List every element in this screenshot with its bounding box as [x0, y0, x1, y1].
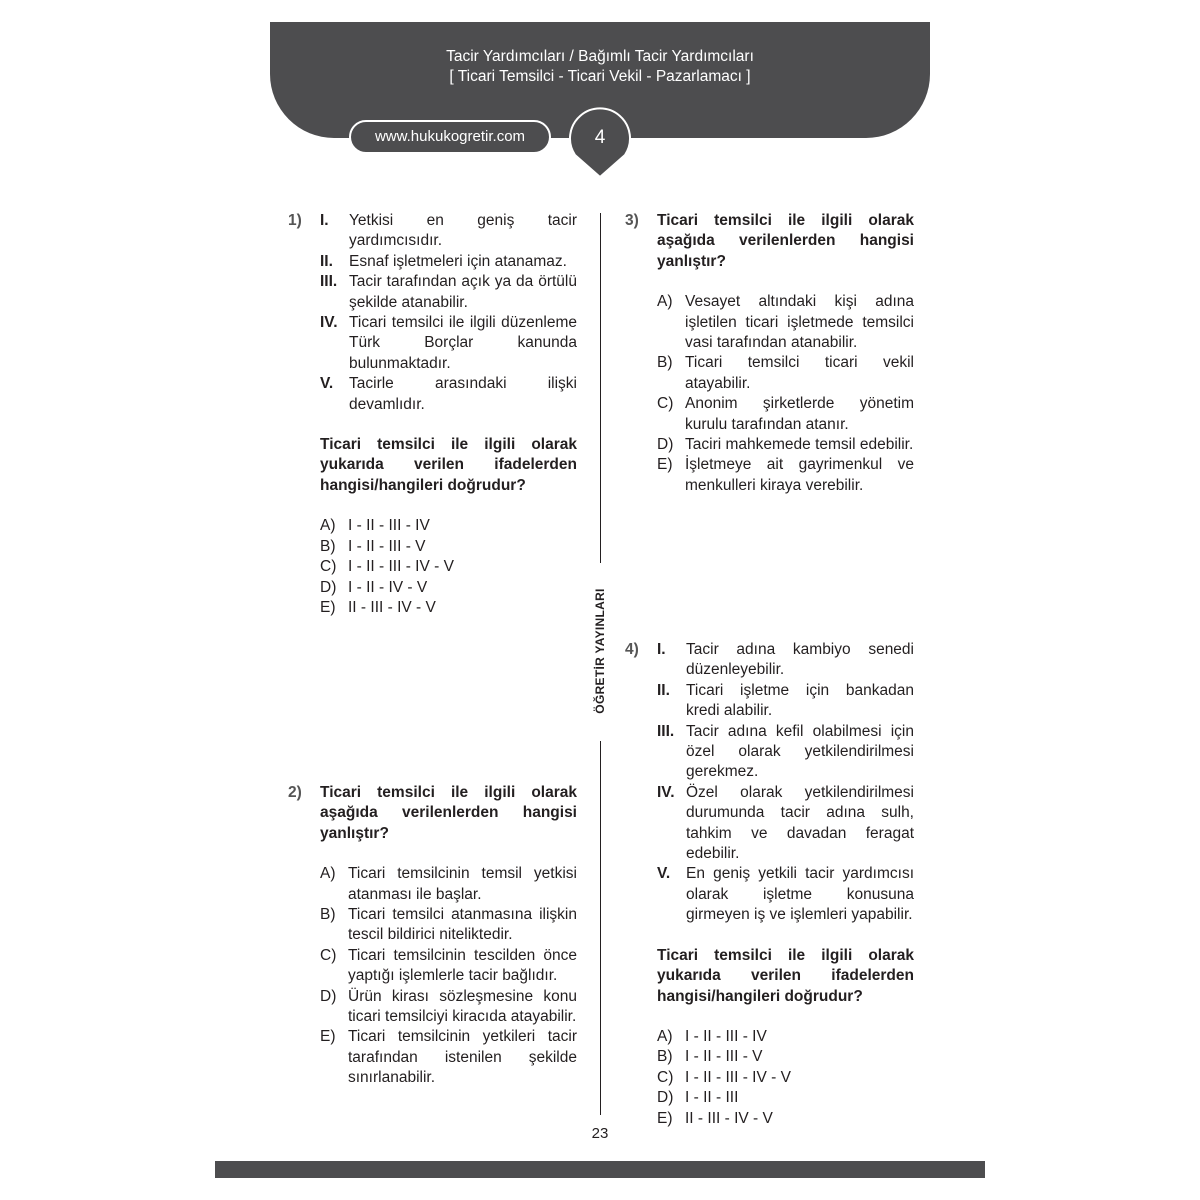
option-letter: E)	[320, 1028, 336, 1046]
website-url[interactable]: www.hukukogretir.com	[349, 120, 551, 154]
option-text: Taciri mahkemede temsil edebilir.	[685, 436, 914, 454]
answer-option[interactable]	[320, 537, 577, 557]
option-letter: E)	[320, 598, 336, 616]
answer-option[interactable]	[657, 1068, 914, 1088]
answer-options	[320, 516, 577, 618]
option-text: I - II - III - V	[685, 1048, 763, 1066]
option-letter: D)	[657, 1089, 674, 1107]
statement-text: Esnaf işletmeleri için atanamaz.	[349, 252, 567, 270]
option-letter: C)	[320, 946, 337, 964]
answer-option[interactable]	[657, 292, 914, 353]
question-stem: Ticari temsilci ile ilgili olarak yukarıda verilen ifadelerden hangisi/hangileri doğrudur?	[657, 946, 914, 1005]
statement	[657, 783, 914, 865]
answer-option[interactable]	[657, 1109, 914, 1129]
publisher-brand: ÖĞRETİR YAYINLARI	[593, 588, 607, 714]
option-text: Vesayet altındaki kişi adına işletilen ticari işletmede temsilci vasi tarafından atanabilir.	[685, 293, 914, 352]
statement-number: V.	[320, 375, 334, 393]
answer-option[interactable]	[657, 353, 914, 394]
answer-option[interactable]	[320, 557, 577, 577]
option-text: İşletmeye ait gayrimenkul ve menkulleri kiraya verebilir.	[685, 456, 914, 494]
option-text: Ticari temsilcinin yetkileri tacir tarafından istenilen şekilde sınırlanabilir.	[348, 1028, 577, 1087]
statement-number: III.	[320, 273, 338, 291]
answer-option[interactable]	[320, 1027, 577, 1088]
footer-band	[215, 1161, 985, 1178]
question-number: 4)	[625, 641, 639, 658]
statement	[320, 252, 577, 272]
option-letter: C)	[657, 395, 674, 413]
statement-number: II.	[320, 252, 333, 270]
statement	[657, 864, 914, 925]
answer-option[interactable]	[320, 598, 577, 618]
option-text: Ticari temsilcinin tescilden önce yaptığı işlemlerle tacir bağlıdır.	[348, 946, 577, 985]
option-text: I - II - III - IV - V	[348, 558, 454, 576]
statement	[657, 640, 914, 681]
statement-number: IV.	[320, 314, 338, 332]
answer-option[interactable]	[320, 578, 577, 598]
statement-number: III.	[657, 722, 675, 740]
answer-option[interactable]	[657, 1088, 914, 1108]
option-letter: D)	[320, 578, 337, 596]
answer-options	[320, 864, 577, 1088]
title-line-2: [ Ticari Temsilci - Ticari Vekil - Pazarlamacı ]	[449, 68, 751, 85]
option-letter: E)	[657, 456, 673, 474]
statement-text: Özel olarak yetkilendirilmesi durumunda tacir adına sulh, tahkim ve davadan feragat edebilir.	[686, 783, 914, 863]
statement-text: Tacir adına kambiyo senedi düzenleyebilir.	[686, 641, 914, 679]
answer-option[interactable]	[320, 946, 577, 987]
option-text: II - III - IV - V	[348, 598, 436, 616]
answer-options	[657, 292, 914, 496]
question-3	[625, 211, 914, 496]
question-number: 2)	[288, 784, 302, 801]
answer-option[interactable]	[657, 1027, 914, 1047]
statement-number: V.	[657, 865, 671, 883]
option-text: Ürün kirası sözleşmesine konu ticari temsilciyi kiracıda atayabilir.	[348, 987, 577, 1026]
column-divider-bottom	[600, 741, 601, 1115]
statement-text: Ticari temsilci ile ilgili düzenleme Türk Borçlar kanunda bulunmaktadır.	[349, 314, 577, 372]
statement	[657, 681, 914, 722]
question-1	[288, 211, 577, 618]
statement	[320, 374, 577, 415]
answer-option[interactable]	[657, 435, 914, 455]
statement	[320, 211, 577, 252]
option-letter: D)	[320, 987, 337, 1005]
option-letter: B)	[657, 1048, 673, 1066]
option-letter: A)	[320, 517, 336, 535]
option-text: II - III - IV - V	[685, 1109, 773, 1127]
question-2	[288, 783, 577, 1089]
column-divider-top	[600, 213, 601, 563]
statement-text: Tacir adına kefil olabilmesi için özel olarak yetkilendirilmesi gerekmez.	[686, 722, 914, 781]
option-letter: D)	[657, 436, 674, 454]
answer-option[interactable]	[657, 1047, 914, 1067]
answer-option[interactable]	[320, 905, 577, 946]
statement	[320, 313, 577, 374]
question-stem: Ticari temsilci ile ilgili olarak aşağıda verilenlerden hangisi yanlıştır?	[320, 784, 577, 842]
option-letter: A)	[657, 1027, 673, 1045]
option-text: Ticari temsilci atanmasına ilişkin tescil bildirici niteliktedir.	[348, 906, 577, 944]
option-text: Ticari temsilcinin temsil yetkisi atanması ile başlar.	[348, 865, 577, 903]
option-text: Ticari temsilci ticari vekil atayabilir.	[685, 354, 914, 392]
option-text: I - II - III - IV - V	[685, 1068, 791, 1086]
statement-number: II.	[657, 681, 670, 699]
statement-number: IV.	[657, 783, 675, 801]
option-letter: C)	[320, 558, 337, 576]
title-line-1: Tacir Yardımcıları / Bağımlı Tacir Yardımcıları	[446, 48, 754, 65]
statement	[657, 722, 914, 783]
option-letter: B)	[320, 537, 336, 555]
answer-options	[657, 1027, 914, 1129]
option-text: I - II - III - IV	[685, 1027, 767, 1045]
statement-list	[320, 211, 577, 415]
option-text: I - II - III - V	[348, 537, 426, 555]
statement	[320, 272, 577, 313]
question-number: 3)	[625, 212, 639, 229]
option-letter: E)	[657, 1109, 673, 1127]
statement-number: I.	[657, 641, 666, 658]
statement-text: Tacir tarafından açık ya da örtülü şekilde atanabilir.	[349, 273, 577, 311]
answer-option[interactable]	[320, 864, 577, 905]
question-stem: Ticari temsilci ile ilgili olarak yukarıda verilen ifadelerden hangisi/hangileri doğrudur?	[320, 436, 577, 494]
answer-option[interactable]	[320, 987, 577, 1028]
option-letter: A)	[657, 293, 673, 311]
question-4	[625, 640, 914, 1129]
option-text: I - II - III	[685, 1089, 739, 1107]
option-text: I - II - IV - V	[348, 578, 428, 596]
question-stem: Ticari temsilci ile ilgili olarak aşağıda verilenlerden hangisi yanlıştır?	[657, 212, 914, 270]
statement-list	[657, 640, 914, 926]
answer-option[interactable]	[657, 455, 914, 496]
page-number: 23	[591, 1125, 609, 1142]
answer-option[interactable]	[320, 516, 577, 536]
page-title	[270, 47, 930, 87]
option-letter: C)	[657, 1068, 674, 1086]
option-letter: A)	[320, 865, 336, 883]
option-text: Anonim şirketlerde yönetim kurulu tarafından atanır.	[685, 395, 914, 433]
statement-text: En geniş yetkili tacir yardımcısı olarak işletme konusuna girmeyen iş ve işlemleri yapabilir.	[686, 865, 914, 924]
statement-number: I.	[320, 212, 329, 229]
statement-text: Ticari işletme için bankadan kredi alabilir.	[686, 681, 914, 720]
statement-text: Yetkisi en geniş tacir yardımcısıdır.	[349, 212, 577, 250]
option-text: I - II - III - IV	[348, 517, 430, 535]
question-number: 1)	[288, 212, 302, 229]
answer-option[interactable]	[657, 394, 914, 435]
option-letter: B)	[320, 906, 336, 924]
test-number: 4	[594, 127, 606, 148]
option-letter: B)	[657, 354, 673, 372]
statement-text: Tacirle arasındaki ilişki devamlıdır.	[349, 375, 577, 413]
